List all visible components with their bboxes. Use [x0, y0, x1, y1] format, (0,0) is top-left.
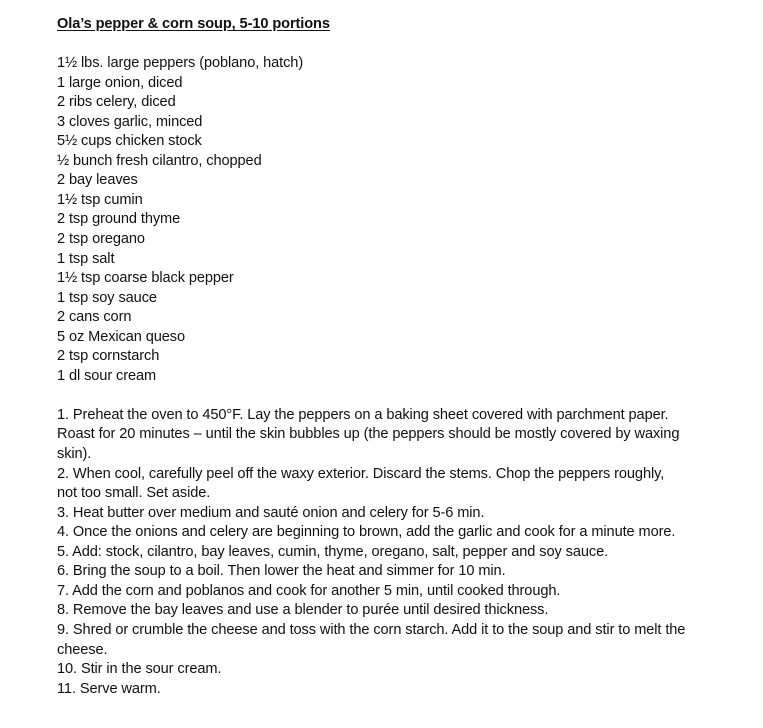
instruction-step: 11. Serve warm.: [57, 680, 161, 697]
ingredient-item: 1 tsp salt: [57, 250, 115, 267]
ingredient-item: 1½ tsp coarse black pepper: [57, 270, 234, 287]
instruction-step: 8. Remove the bay leaves and use a blender to purée until desired thickness.: [57, 602, 549, 619]
instruction-step: 4. Once the onions and celery are beginning to brown, add the garlic and cook for a minute more.: [57, 524, 676, 541]
instruction-step: 6. Bring the soup to a boil. Then lower the heat and simmer for 10 min.: [57, 563, 506, 580]
instruction-step: 10. Stir in the sour cream.: [57, 661, 222, 678]
ingredient-item: 2 tsp oregano: [57, 231, 145, 248]
ingredient-item: ½ bunch fresh cilantro, chopped: [57, 152, 262, 169]
ingredient-item: 1 large onion, diced: [57, 74, 183, 91]
instruction-step: 1. Preheat the oven to 450°F. Lay the peppers on a baking sheet covered with parchment paper. Roast for 20 minutes – until the skin bubbles up (the peppers should be mostly covered by waxing skin).: [57, 406, 680, 463]
ingredient-item: 2 bay leaves: [57, 172, 138, 189]
ingredient-list: [57, 54, 687, 386]
recipe-title: Ola’s pepper & corn soup, 5-10 portions: [57, 16, 330, 32]
spacer: [57, 386, 687, 406]
ingredient-item: 1½ lbs. large peppers (poblano, hatch): [57, 55, 304, 72]
ingredient-item: 2 ribs celery, diced: [57, 94, 176, 111]
instruction-step: 9. Shred or crumble the cheese and toss with the corn starch. Add it to the soup and stir to melt the cheese.: [57, 621, 686, 658]
spacer: [57, 35, 687, 55]
ingredient-item: 5 oz Mexican queso: [57, 328, 185, 345]
instruction-step: 3. Heat butter over medium and sauté onion and celery for 5-6 min.: [57, 504, 485, 521]
ingredient-item: 1 tsp soy sauce: [57, 289, 157, 306]
ingredient-item: 2 tsp ground thyme: [57, 211, 181, 228]
ingredient-item: 3 cloves garlic, minced: [57, 113, 203, 130]
ingredient-item: 2 cans corn: [57, 309, 132, 326]
ingredient-item: 1½ tsp cumin: [57, 191, 143, 208]
instruction-step: 7. Add the corn and poblanos and cook for another 5 min, until cooked through.: [57, 582, 561, 599]
ingredient-item: 5½ cups chicken stock: [57, 133, 202, 150]
recipe-document: [57, 15, 687, 699]
ingredient-item: 2 tsp cornstarch: [57, 348, 160, 365]
instruction-step: 2. When cool, carefully peel off the waxy exterior. Discard the stems. Chop the peppers roughly, not too small. Set aside.: [57, 465, 665, 502]
ingredient-item: 1 dl sour cream: [57, 367, 157, 384]
instruction-list: [57, 406, 687, 699]
instruction-step: 5. Add: stock, cilantro, bay leaves, cumin, thyme, oregano, salt, pepper and soy sauce.: [57, 543, 609, 560]
